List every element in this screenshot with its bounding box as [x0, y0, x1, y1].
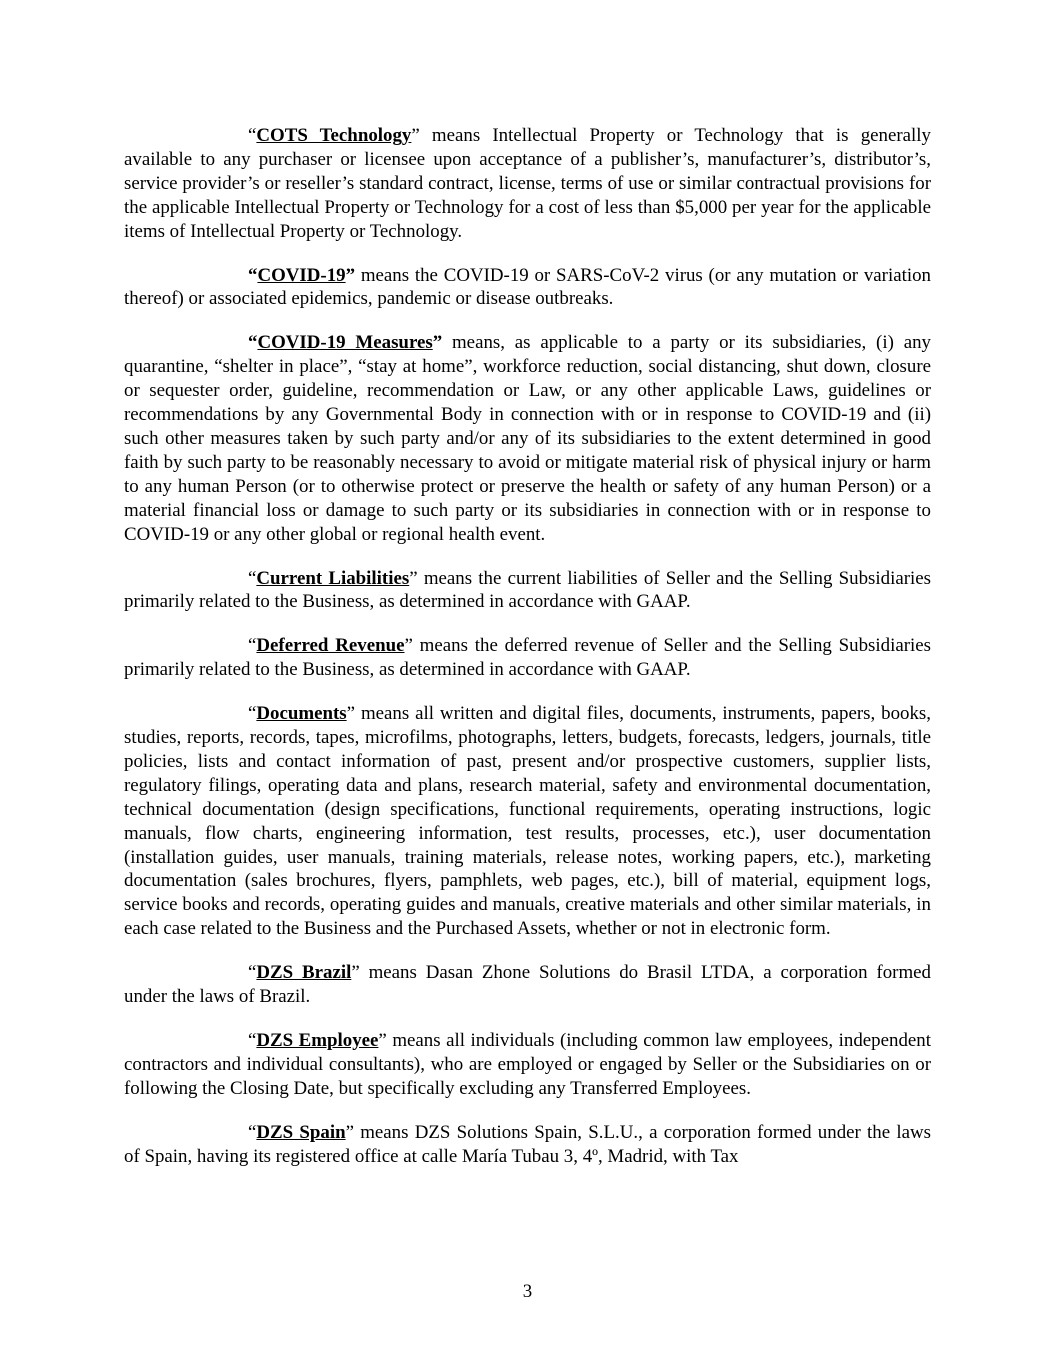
defined-term: DZS Spain [256, 1121, 346, 1143]
definition-dzs-employee: “DZS Employee” means all individuals (including common law employees, independent contractors and individual consultants), who are employed or engaged by Seller or the Subsidiaries on or following the Closing Date, but specifically excluding any Transferred Employees. [124, 1030, 931, 1099]
defined-term: DZS Brazil [256, 962, 352, 984]
definition-text: means all individuals (including common law employees, independent contractors and individual consultants), who are employed or engaged by Seller or the Subsidiaries on or following the Closing Date, but specifically excluding any Transferred Employees. [124, 1030, 931, 1099]
page-number: 3 [522, 1281, 533, 1302]
definition-dzs-spain: “DZS Spain” means DZS Solutions Spain, S.L.U., a corporation formed under the laws of Spain, having its registered office at calle María Tubau 3, 4º, Madrid, with Tax [124, 1121, 931, 1167]
defined-term: Deferred Revenue [256, 635, 405, 657]
definition-current-liabilities: “Current Liabilities” means the current liabilities of Seller and the Selling Subsidiaries primarily related to the Business, as determined in accordance with GAAP. [124, 567, 931, 613]
defined-term: Documents [256, 703, 347, 725]
definition-documents: “Documents” means all written and digital files, documents, instruments, papers, books, studies, reports, records, tapes, microfilms, photographs, letters, budgets, forecasts, ledgers, journals, title policies, lists and contact information of past, present and/or prospective customers, supplier lists, regulatory filings, operating data and plans, research material, safety and environmental documentation, technical documentation (design specifications, functional requirements, operating instructions, logic manuals, flow charts, engineering information, test results, processes, etc.), user documentation (installation guides, user manuals, training materials, release notes, working papers, etc.), marketing documentation (sales brochures, flyers, pamphlets, web pages, etc.), bill of material, equipment logs, service books and records, operating guides and manuals, creative materials and other similar materials, in each case related to the Business and the Purchased Assets, whether or not in electronic form. [124, 703, 931, 940]
document-page [124, 124, 931, 1189]
defined-term: COVID-19 Measures [257, 332, 433, 354]
definition-text: means the deferred revenue of Seller and the Selling Subsidiaries primarily related to the Business, as determined in accordance with GAAP. [124, 635, 932, 681]
definition-text: means the current liabilities of Seller and the Selling Subsidiaries primarily related to the Business, as determined in accordance with GAAP. [124, 567, 931, 613]
definition-deferred-revenue: “Deferred Revenue” means the deferred revenue of Seller and the Selling Subsidiaries primarily related to the Business, as determined in accordance with GAAP. [124, 635, 932, 681]
defined-term: COTS Technology [256, 125, 412, 146]
definition-text: means Dasan Zhone Solutions do Brasil LTDA, a corporation formed under the laws of Brazil. [124, 962, 931, 1008]
defined-term: COVID-19 [257, 264, 346, 286]
definition-dzs-brazil: “DZS Brazil” means Dasan Zhone Solutions do Brasil LTDA, a corporation formed under the laws of Brazil. [124, 962, 931, 1008]
definition-text: means the COVID-19 or SARS-CoV-2 virus (or any mutation or variation thereof) or associated epidemics, pandemic or disease outbreaks. [124, 264, 931, 310]
definition-covid-19-measures: “COVID-19 Measures” means, as applicable to a party or its subsidiaries, (i) any quarantine, “shelter in place”, “stay at home”, workforce reduction, social distancing, shut down, closure or sequester order, guideline, recommendation or Law, or any other applicable Laws, guidelines or recommendations by any Governmental Body in connection with or in response to COVID-19 and (ii) such other measures taken by such party and/or any of its subsidiaries to the extent determined in good faith by such party to be reasonably necessary to avoid or mitigate material risk of physical injury or harm to any human Person (or to otherwise protect or preserve the health or safety of any human Person) or a material financial loss or damage to such party or its subsidiaries in connection with or in response to COVID-19 or any other global or regional health event. [124, 332, 931, 545]
definition-text: means all written and digital files, documents, instruments, papers, books, studies, reports, records, tapes, microfilms, photographs, letters, budgets, forecasts, ledgers, journals, title policies, lists and contact information of past, present and/or prospective customers, supplier lists, regulatory filings, operating data and plans, research material, safety and environmental documentation, technical documentation (design specifications, functional requirements, operating instructions, logic manuals, flow charts, engineering information, test results, processes, etc.), user documentation (installation guides, user manuals, training materials, release notes, working papers, etc.), marketing documentation (sales brochures, flyers, pamphlets, web pages, etc.), bill of material, equipment logs, service books and records, operating guides and manuals, creative materials and other similar materials, in each case related to the Business and the Purchased Assets, whether or not in electronic form. [124, 703, 931, 940]
definition-text: means DZS Solutions Spain, S.L.U., a corporation formed under the laws of Spain, having its registered office at calle María Tubau 3, 4º, Madrid, with Tax [124, 1121, 931, 1167]
definition-covid-19: “COVID-19” means the COVID-19 or SARS-CoV-2 virus (or any mutation or variation thereof) or associated epidemics, pandemic or disease outbreaks. [124, 264, 931, 310]
definition-text: means Intellectual Property or Technology that is generally available to any purchaser or licensee upon acceptance of a publisher’s, manufacturer’s, distributor’s, service provider’s or reseller’s standard contract, license, terms of use or similar contractual provisions for the applicable Intellectual Property or Technology for a cost of less than $5,000 per year for the applicable items of Intellectual Property or Technology. [124, 125, 931, 242]
definition-cots-technology: “COTS Technology” means Intellectual Property or Technology that is generally available to any purchaser or licensee upon acceptance of a publisher’s, manufacturer’s, distributor’s, service provider’s or reseller’s standard contract, license, terms of use or similar contractual provisions for the applicable Intellectual Property or Technology for a cost of less than $5,000 per year for the applicable items of Intellectual Property or Technology. [124, 125, 931, 242]
definition-text: means, as applicable to a party or its subsidiaries, (i) any quarantine, “shelter in place”, “stay at home”, workforce reduction, social distancing, shut down, closure or sequester order, guideline, recommendation or Law, or any other applicable Laws, guidelines or recommendations by any Governmental Body in connection with or in response to COVID-19 and (ii) such other measures taken by such party and/or any of its subsidiaries to the extent determined in good faith by such party to be reasonably necessary to avoid or mitigate material risk of physical injury or harm to any human Person (or to otherwise protect or preserve the health or safety of any human Person) or a material financial loss or damage to such party or its subsidiaries in connection with or in response to COVID-19 or any other global or regional health event. [124, 332, 931, 545]
defined-term: DZS Employee [256, 1030, 379, 1051]
defined-term: Current Liabilities [256, 567, 410, 589]
